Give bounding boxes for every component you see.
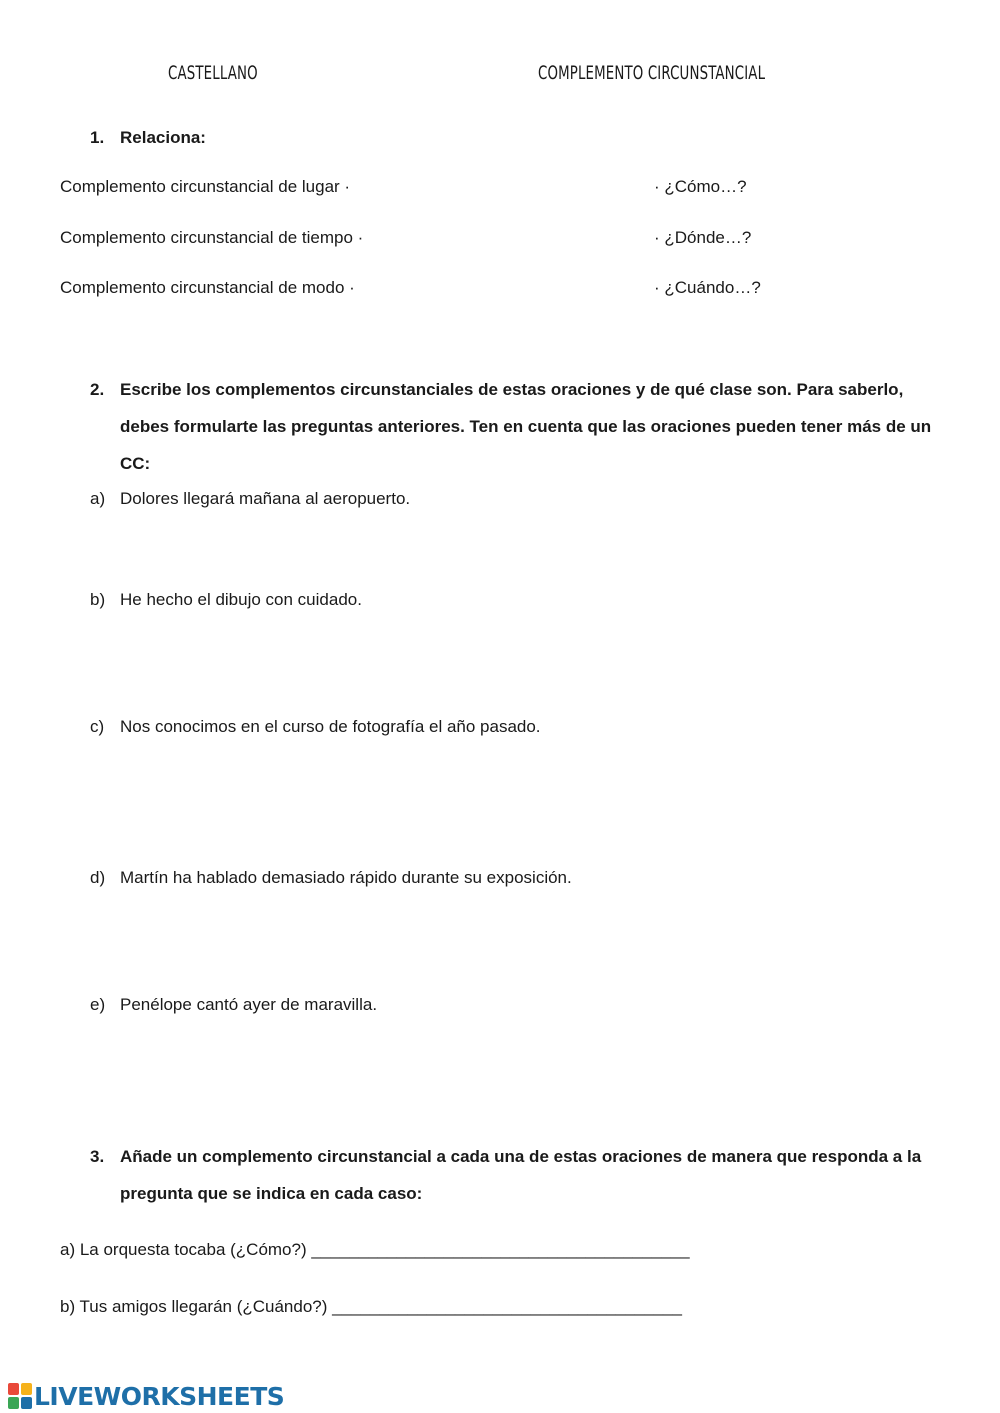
- liveworksheets-logo: [8, 1381, 284, 1411]
- exercise-2-heading: [90, 371, 950, 486]
- exercise-2-item-b: [90, 590, 950, 614]
- liveworksheets-logo-icon: [8, 1383, 32, 1409]
- exercise-3-heading: [90, 1138, 950, 1214]
- item-label: c): [90, 717, 105, 736]
- item-label: b): [90, 590, 106, 609]
- exercise-2-number: 2.: [90, 380, 105, 399]
- item-sentence: Penélope cantó ayer de maravilla.: [120, 995, 378, 1014]
- exercise-2-item-a: [90, 489, 950, 513]
- match-right-2[interactable]: · ¿Dónde…?: [654, 228, 752, 247]
- item-label: d): [90, 868, 106, 887]
- item-label: a): [90, 489, 106, 508]
- exercise-2-item-e: [90, 995, 950, 1019]
- logo-text: LIVEWORKSHEETS: [34, 1381, 285, 1411]
- exercise-1-title: Relaciona:: [120, 128, 206, 147]
- exercise-1-heading: [90, 119, 950, 156]
- exercise-3-instruction: Añade un complemento circunstancial a cada una de estas oraciones de manera que responda a la pregunta que se indica en cada caso:: [120, 1147, 922, 1203]
- topic-title: COMPLEMENTO CIRCUNSTANCIAL: [538, 62, 766, 84]
- exercise-3-item-a[interactable]: a) La orquesta tocaba (¿Cómo?) ________________________________________: [60, 1240, 690, 1259]
- match-left-2[interactable]: Complemento circunstancial de tiempo ·: [60, 228, 364, 247]
- exercise-1-number: 1.: [90, 128, 105, 147]
- match-left-3[interactable]: Complemento circunstancial de modo ·: [60, 278, 355, 297]
- item-sentence: Nos conocimos en el curso de fotografía el año pasado.: [120, 717, 541, 736]
- subject-title: CASTELLANO: [168, 62, 258, 84]
- item-sentence: Martín ha hablado demasiado rápido durante su exposición.: [120, 868, 572, 887]
- item-sentence: He hecho el dibujo con cuidado.: [120, 590, 362, 609]
- match-right-3[interactable]: · ¿Cuándo…?: [654, 278, 761, 297]
- match-right-1[interactable]: · ¿Cómo…?: [654, 177, 747, 196]
- item-sentence: Dolores llegará mañana al aeropuerto.: [120, 489, 411, 508]
- exercise-2-item-d: [90, 868, 950, 892]
- exercise-2-item-c: [90, 717, 950, 741]
- exercise-2-instruction: Escribe los complementos circunstanciales de estas oraciones y de qué clase son. Para saberlo, debes formularte las preguntas anteriores. Ten en cuenta que las oraciones pueden tener más de un CC:: [120, 380, 932, 473]
- exercise-3-number: 3.: [90, 1147, 105, 1166]
- item-label: e): [90, 995, 106, 1014]
- match-left-1[interactable]: Complemento circunstancial de lugar ·: [60, 177, 351, 196]
- exercise-3-item-b[interactable]: b) Tus amigos llegarán (¿Cuándo?) _____________________________________: [60, 1297, 682, 1316]
